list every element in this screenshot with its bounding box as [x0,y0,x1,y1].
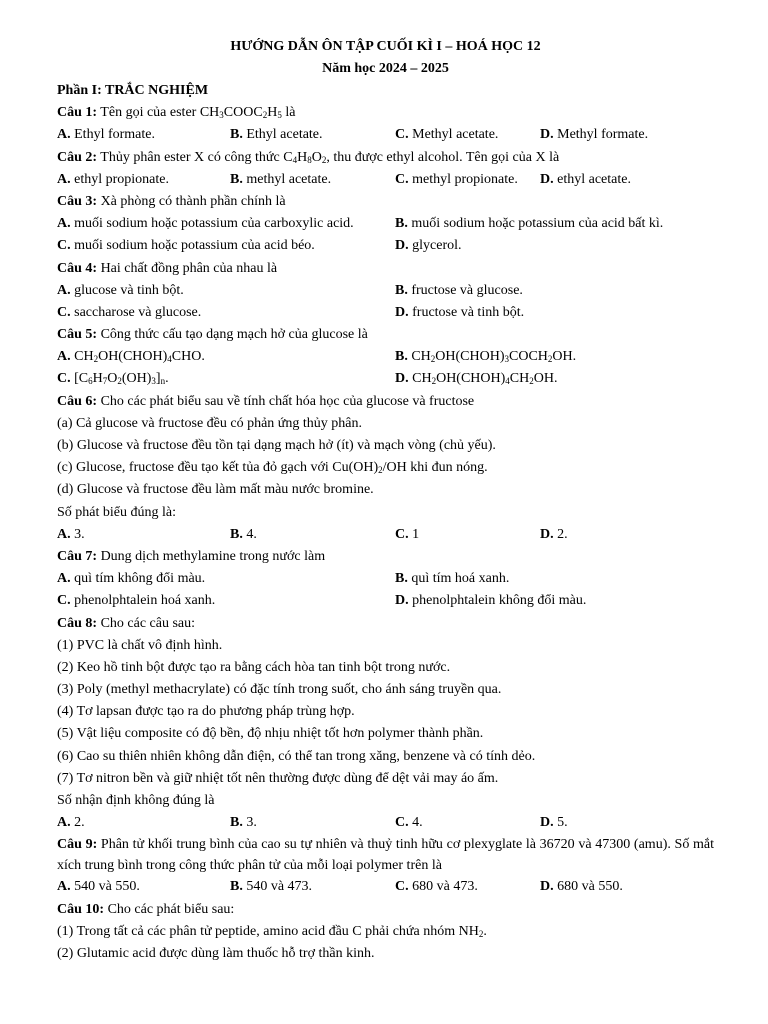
option-b: B. methyl acetate. [230,171,332,187]
option-d: D. 2. [540,526,568,542]
question-9-options [57,876,714,898]
question-label: Câu 6: [57,393,98,409]
question-7: Câu 7: Dung dịch methylamine trong nước làm [57,548,326,564]
option-b: B. Ethyl acetate. [230,127,323,143]
option-a: A. $CH_2OH(CHOH)_4CHO$. [57,349,205,365]
question-label: Câu 2: [57,149,98,165]
exam-page [57,36,714,965]
option-b: B. 3. [230,815,257,831]
option-c: C. Methyl acetate. [395,127,499,143]
option-a: A. glucose và tinh bột. [57,282,184,298]
question-8-prompt: Số nhận định không đúng là [57,793,215,808]
option-c: C. $[C_6H_7O_2(OH)_3]_n$. [57,371,169,387]
question-label: Câu 9: [57,837,98,853]
question-3: Câu 3: Xà phòng có thành phần chính là [57,193,286,209]
option-a: A. 540 và 550. [57,879,140,895]
question-2-options [57,169,714,191]
question-label: Câu 7: [57,548,98,564]
option-d: D. $CH_2OH(CHOH)_4CH_2OH$. [395,371,558,387]
option-a: A. 2. [57,815,85,831]
question-5: Câu 5: Công thức cấu tạo dạng mạch hở của glucose là [57,327,368,343]
question-label: Câu 3: [57,193,98,209]
statement-a: (a) Cả glucose và fructose đều có phản ứng thủy phân. [57,415,362,431]
question-8: Câu 8: Cho các câu sau: [57,615,196,631]
option-b: B. fructose và glucose. [395,282,523,298]
option-a: A. muối sodium hoặc potassium của carboxylic acid. [57,216,354,232]
question-label: Câu 1: [57,105,98,121]
option-b: B. quì tím hoá xanh. [395,571,510,587]
statement-1: (1) PVC là chất vô định hình. [57,637,223,653]
option-c: C. muối sodium hoặc potassium của acid béo. [57,238,315,254]
option-c: C. phenolphtalein hoá xanh. [57,593,216,609]
statement-5: (5) Vật liệu composite có độ bền, độ nhịu nhiệt tốt hơn polymer thành phần. [57,726,484,742]
school-year: Năm học 2024 – 2025 [322,61,449,76]
option-c: C. 680 và 473. [395,879,478,895]
question-label: Câu 4: [57,260,98,276]
statement-2: (2) Keo hồ tinh bột được tạo ra bằng cách hòa tan tinh bột trong nước. [57,659,451,675]
question-7-options-row2 [57,590,714,612]
statement-1: (1) Trong tất cả các phân tử peptide, amino acid đầu C phải chứa nhóm $NH_2$. [57,923,487,939]
option-d: D. glycerol. [395,238,462,254]
option-d: D. fructose và tinh bột. [395,304,525,320]
option-a: A. Ethyl formate. [57,127,155,143]
question-2: Câu 2: Thủy phân ester X có công thức $C_4H_8O_2$, thu được ethyl alcohol. Tên gọi của X là [57,149,560,165]
question-1: Câu 1: Tên gọi của ester $CH_3COOC_2H_5$ là [57,105,296,121]
question-5-options-row2 [57,368,714,390]
option-c: C. 4. [395,815,423,831]
statement-6: (6) Cao su thiên nhiên không dẫn điện, có thể tan trong xăng, benzene và có tính dẻo. [57,748,536,764]
question-3-options-row2 [57,235,714,257]
question-5-options-row1 [57,346,714,368]
option-d: D. phenolphtalein không đổi màu. [395,593,587,609]
question-6: Câu 6: Cho các phát biểu sau về tính chất hóa học của glucose và fructose [57,393,475,409]
option-d: D. ethyl acetate. [540,171,631,187]
option-a: A. ethyl propionate. [57,171,169,187]
question-label: Câu 8: [57,615,98,631]
option-c: C. saccharose và glucose. [57,304,202,320]
document-title: HƯỚNG DẪN ÔN TẬP CUỐI KÌ I – HOÁ HỌC 12 [230,39,541,54]
question-6-prompt: Số phát biểu đúng là: [57,504,176,520]
question-label: Câu 5: [57,327,98,343]
question-10: Câu 10: Cho các phát biểu sau: [57,901,235,917]
statement-3: (3) Poly (methyl methacrylate) có đặc tính trong suốt, cho ánh sáng truyền qua. [57,682,502,698]
option-a: A. quì tím không đổi màu. [57,571,206,587]
statement-7: (7) Tơ nitron bền và giữ nhiệt tốt nên thường được dùng để dệt vải may áo ấm. [57,770,499,786]
option-b: B. 540 và 473. [230,879,313,895]
section-heading: Phần I: TRẮC NGHIỆM [57,83,209,98]
option-a: A. 3. [57,526,85,542]
option-d: D. 680 và 550. [540,879,623,895]
question-7-options-row1 [57,568,714,590]
question-9: Câu 9: Phân tử khối trung bình của cao su tự nhiên và thuỷ tinh hữu cơ plexyglate là 36720 và 47300 (amu). Số mắt xích trung bình trong công thức phân tử của mỗi loại polymer trên là [57,837,714,874]
statement-4: (4) Tơ lapsan được tạo ra do phương pháp trùng hợp. [57,704,355,720]
option-d: D. Methyl formate. [540,127,649,143]
option-b: B. 4. [230,526,257,542]
option-c: C. methyl propionate. [395,171,518,187]
option-b: B. muối sodium hoặc potassium của acid bất kì. [395,216,664,232]
statement-d: (d) Glucose và fructose đều làm mất màu nước bromine. [57,482,374,498]
question-8-options [57,812,714,834]
question-label: Câu 10: [57,901,105,917]
statement-b: (b) Glucose và fructose đều tồn tại dạng mạch hở (ít) và mạch vòng (chủ yếu). [57,438,496,453]
question-4-options-row2 [57,302,714,324]
question-3-options-row1 [57,213,714,235]
question-4: Câu 4: Hai chất đồng phân của nhau là [57,260,278,276]
question-1-options [57,124,714,146]
option-c: C. 1 [395,526,420,542]
question-6-options [57,524,714,546]
statement-2: (2) Glutamic acid được dùng làm thuốc hỗ trợ thần kinh. [57,945,375,961]
option-d: D. 5. [540,815,568,831]
question-4-options-row1 [57,280,714,302]
statement-c: (c) Glucose, fructose đều tạo kết tủa đỏ gạch với $Cu(OH)_2/OH$ khi đun nóng. [57,460,488,476]
option-b: B. $CH_2OH(CHOH)_3COCH_2OH$. [395,349,577,365]
